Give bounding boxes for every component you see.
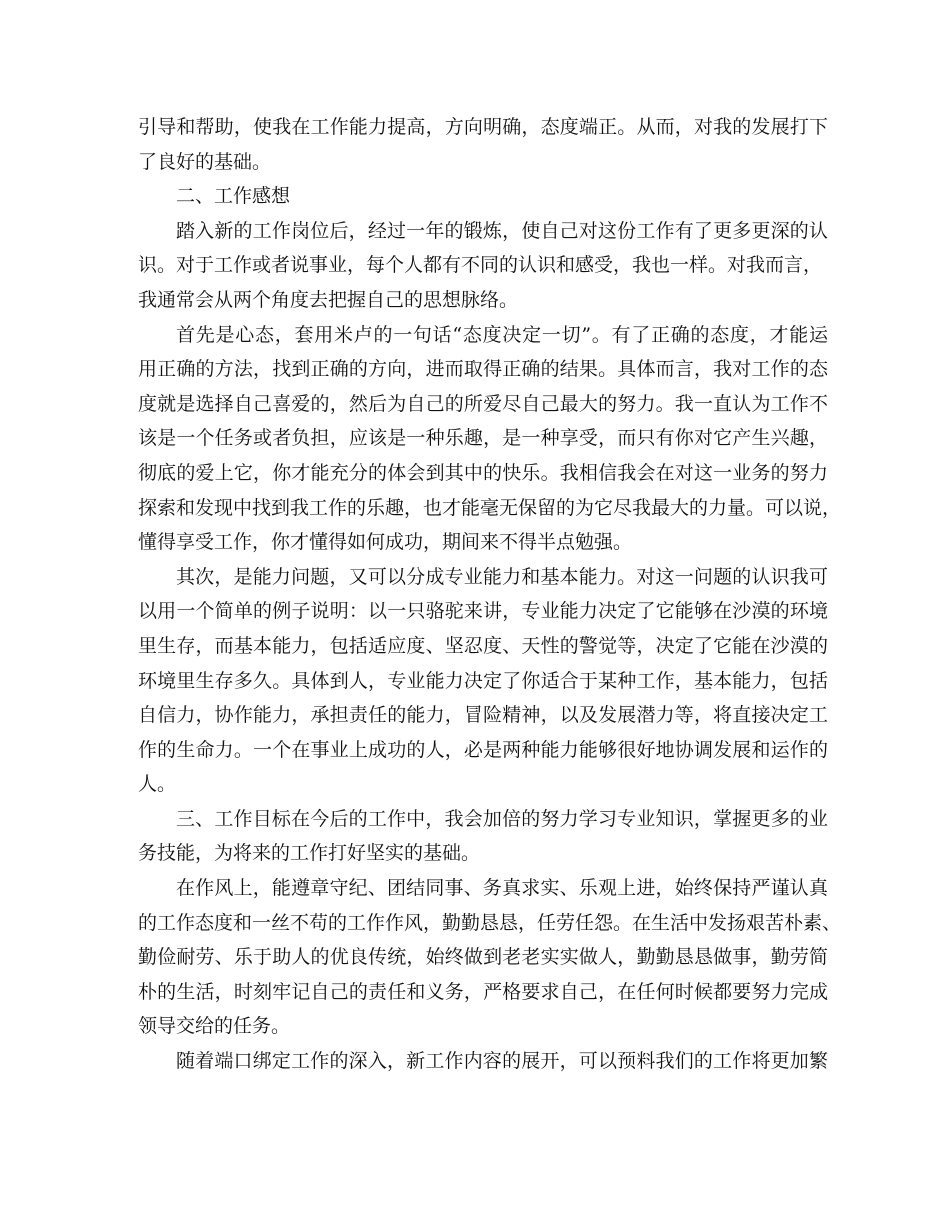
text-line: 度就是选择自己喜爱的，然后为自己的所爱尽自己最大的努力。我一直认为工作不 bbox=[138, 392, 828, 415]
text-line: 里生存，而基本能力，包括适应度、坚忍度、天性的警觉等，决定了它能在沙漠的 bbox=[138, 634, 828, 657]
text-line: 二、工作感想 bbox=[176, 185, 291, 208]
text-line: 环境里生存多久。具体到人，专业能力决定了你适合于某种工作，基本能力，包括 bbox=[138, 669, 828, 692]
text-line: 引导和帮助，使我在工作能力提高，方向明确，态度端正。从而，对我的发展打下 bbox=[138, 116, 828, 138]
text-line: 了良好的基础。 bbox=[138, 150, 272, 173]
text-line: 朴的生活，时刻牢记自己的责任和义务，严格要求自己，在任何时候都要努力完成 bbox=[138, 980, 828, 1003]
text-line: 在作风上，能遵章守纪、团结同事、务真求实、乐观上进，始终保持严谨认真 bbox=[176, 877, 828, 900]
text-line: 作的生命力。一个在事业上成功的人，必是两种能力能够很好地协调发展和运作的 bbox=[138, 738, 828, 761]
text-line: 用正确的方法，找到正确的方向，进而取得正确的结果。具体而言，我对工作的态 bbox=[138, 358, 828, 381]
text-line: 以用一个简单的例子说明：以一只骆驼来讲，专业能力决定了它能够在沙漠的环境 bbox=[138, 600, 828, 623]
text-line: 踏入新的工作岗位后，经过一年的锻炼，使自己对这份工作有了更多更深的认 bbox=[176, 219, 828, 242]
text-line: 三、工作目标在今后的工作中，我会加倍的努力学习专业知识，掌握更多的业 bbox=[176, 807, 828, 830]
text-line: 首先是心态，套用米卢的一句话“态度决定一切”。有了正确的态度，才能运 bbox=[176, 323, 828, 346]
text-line: 识。对于工作或者说事业，每个人都有不同的认识和感受，我也一样。对我而言， bbox=[138, 254, 823, 277]
text-line: 人。 bbox=[138, 773, 177, 796]
text-line: 的工作态度和一丝不苟的工作作风，勤勤恳恳，任劳任怨。在生活中发扬艰苦朴素、 bbox=[138, 911, 842, 934]
text-line: 务技能，为将来的工作打好坚实的基础。 bbox=[138, 842, 481, 865]
text-line: 探索和发现中找到我工作的乐趣，也才能毫无保留的为它尽我最大的力量。可以说， bbox=[138, 496, 842, 519]
text-line: 彻底的爱上它，你才能充分的体会到其中的快乐。我相信我会在对这一业务的努力 bbox=[138, 461, 828, 484]
text-line: 领导交给的任务。 bbox=[138, 1015, 291, 1038]
text-line: 我通常会从两个角度去把握自己的思想脉络。 bbox=[138, 288, 519, 311]
text-line: 勤俭耐劳、乐于助人的优良传统，始终做到老老实实做人，勤勤恳恳做事，勤劳简 bbox=[138, 946, 828, 969]
text-line: 随着端口绑定工作的深入，新工作内容的展开，可以预料我们的工作将更加繁 bbox=[176, 1050, 828, 1073]
text-line: 其次，是能力问题，又可以分成专业能力和基本能力。对这一问题的认识我可 bbox=[176, 565, 828, 588]
text-line: 该是一个任务或者负担，应该是一种乐趣，是一种享受，而只有你对它产生兴趣， bbox=[138, 427, 828, 450]
document-body bbox=[138, 110, 842, 1079]
text-line: 懂得享受工作，你才懂得如何成功，期间来不得半点勉强。 bbox=[138, 531, 633, 554]
text-line: 自信力，协作能力，承担责任的能力，冒险精神，以及发展潜力等，将直接决定工 bbox=[138, 704, 828, 727]
